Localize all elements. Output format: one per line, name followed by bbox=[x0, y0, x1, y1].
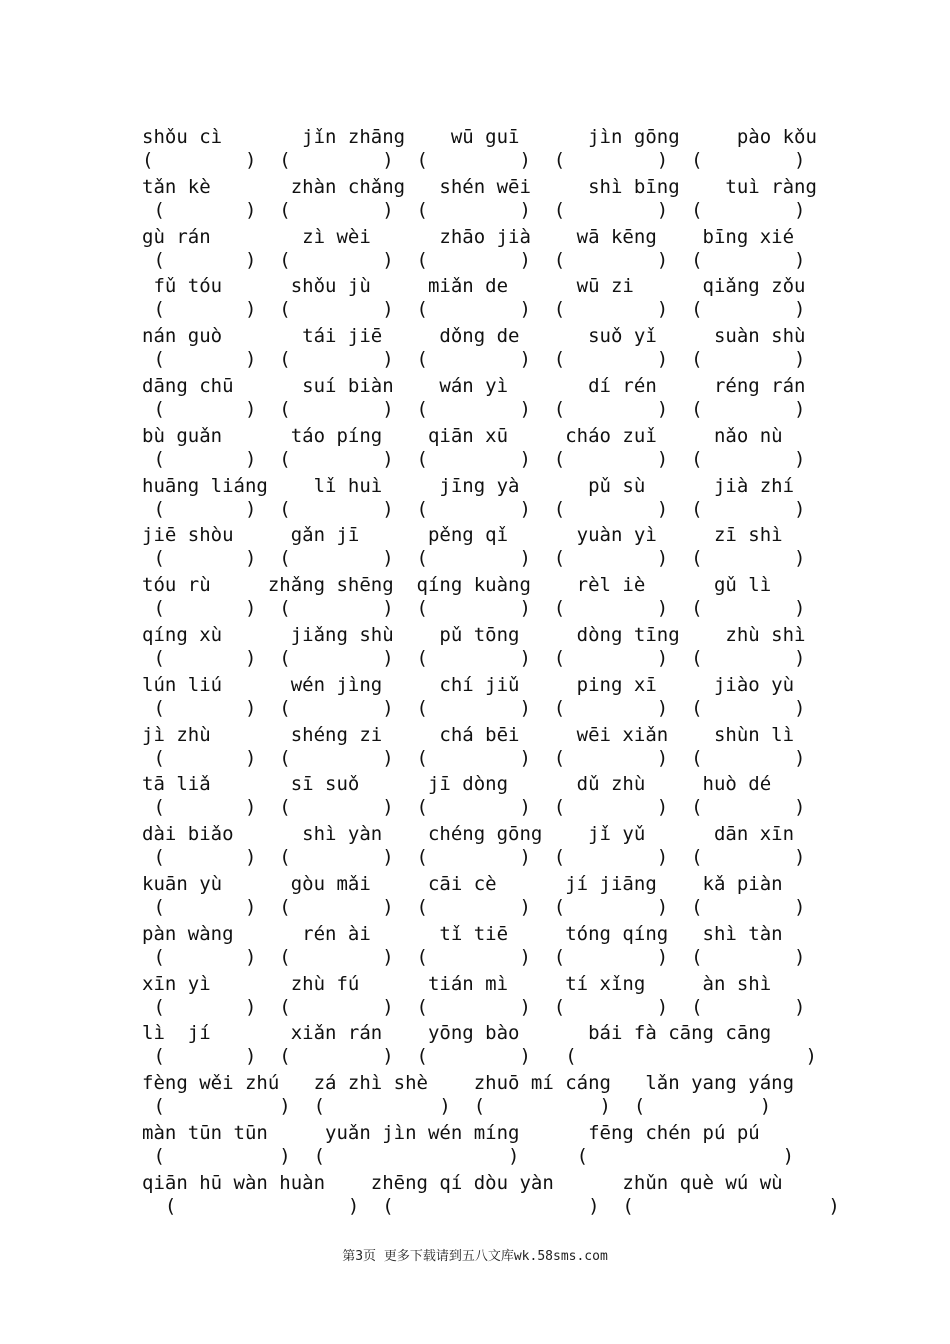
answer-brackets[interactable]: ( ) ( ) ( ) ( ) ( ) bbox=[142, 646, 806, 669]
answer-brackets[interactable]: ( ) ( ) ( ) ( ) ( ) bbox=[142, 348, 806, 371]
exercise-row bbox=[142, 820, 806, 870]
exercise-row bbox=[142, 422, 806, 472]
exercise-row bbox=[142, 621, 806, 671]
exercise-row bbox=[142, 223, 806, 273]
pinyin-line: tā liǎ sī suǒ jī dòng dǔ zhù huò dé bbox=[142, 773, 772, 796]
pinyin-line: jì zhù shéng zi chá bēi wēi xiǎn shùn lì bbox=[142, 723, 795, 746]
pinyin-line: nán guò tái jiē dǒng de suǒ yǐ suàn shù bbox=[142, 325, 806, 348]
answer-brackets[interactable]: ( ) ( ) ( ) ( ) ( ) bbox=[142, 248, 806, 271]
exercise-row bbox=[142, 1069, 795, 1119]
pinyin-line: gù rán zì wèi zhāo jià wā kēng bīng xié bbox=[142, 225, 795, 248]
exercise-row bbox=[142, 970, 806, 1020]
exercise-row bbox=[142, 571, 806, 621]
exercise-row bbox=[142, 1119, 795, 1169]
exercise-row bbox=[142, 1019, 817, 1069]
pinyin-line: qiān hū wàn huàn zhēng qí dòu yàn zhǔn què wú wù bbox=[142, 1171, 783, 1194]
pinyin-line: xīn yì zhù fú tián mì tí xǐng àn shì bbox=[142, 972, 772, 995]
pinyin-line: lún liú wén jìng chí jiǔ ping xī jiào yù bbox=[142, 673, 795, 696]
pinyin-line: tóu rù zhǎng shēng qíng kuàng rèl iè gǔ lì bbox=[142, 574, 772, 597]
exercise-row bbox=[142, 920, 806, 970]
pinyin-line: tǎn kè zhàn chǎng shén wēi shì bīng tuì ràng bbox=[142, 175, 817, 198]
answer-brackets[interactable]: ( ) ( ) ( ) ( ) ( ) bbox=[142, 846, 806, 869]
answer-brackets[interactable]: ( ) ( ) ( ) ( ) ( ) bbox=[142, 447, 806, 470]
pinyin-line: màn tūn tūn yuǎn jìn wén míng fēng chén pú pú bbox=[142, 1121, 760, 1144]
answer-brackets[interactable]: ( ) ( ) ( ) ( ) ( ) bbox=[142, 298, 806, 321]
pinyin-line: pàn wàng rén ài tǐ tiē tóng qíng shì tàn bbox=[142, 922, 783, 945]
exercise-row bbox=[142, 472, 806, 522]
pinyin-line: dài biǎo shì yàn chéng gōng jǐ yǔ dān xīn bbox=[142, 823, 795, 846]
pinyin-line: fèng wěi zhú zá zhì shè zhuō mí cáng lǎn yang yáng bbox=[142, 1072, 795, 1095]
answer-brackets[interactable]: ( ) ( ) ( ) ( ) ( ) bbox=[142, 895, 806, 918]
pinyin-line: jiē shòu gǎn jī pěng qǐ yuàn yì zī shì bbox=[142, 524, 783, 547]
exercise-row bbox=[142, 770, 806, 820]
answer-brackets[interactable]: ( ) ( ) ( ) ( ) ( ) bbox=[142, 547, 806, 570]
exercise-row bbox=[142, 870, 806, 920]
answer-brackets[interactable]: ( ) ( ) ( ) ( ) bbox=[142, 1045, 817, 1068]
answer-brackets[interactable]: ( ) ( ) ( ) ( ) ( ) bbox=[142, 796, 806, 819]
pinyin-line: bù guǎn táo píng qiān xū cháo zuǐ nǎo nù bbox=[142, 424, 783, 447]
exercise-row bbox=[142, 671, 806, 721]
exercise-row bbox=[142, 322, 806, 372]
exercise-row bbox=[142, 272, 806, 322]
exercise-row bbox=[142, 1169, 840, 1219]
answer-brackets[interactable]: ( ) ( ) ( ) ( ) ( ) bbox=[142, 746, 806, 769]
pinyin-line: shǒu cì jǐn zhāng wū guī jìn gōng pào kǒu bbox=[142, 126, 817, 148]
answer-brackets[interactable]: ( ) ( ) ( ) ( ) ( ) bbox=[142, 397, 806, 420]
exercise-row bbox=[142, 372, 806, 422]
answer-brackets[interactable]: ( ) ( ) ( ) ( ) bbox=[142, 1095, 772, 1118]
pinyin-line: kuān yù gòu mǎi cāi cè jí jiāng kǎ piàn bbox=[142, 872, 783, 895]
answer-brackets[interactable]: ( ) ( ) ( ) ( ) ( ) bbox=[142, 597, 806, 620]
exercise-row bbox=[142, 173, 817, 223]
answer-brackets[interactable]: ( ) ( ) ( ) ( ) ( ) bbox=[142, 149, 806, 171]
pinyin-line: dāng chū suí biàn wán yì dí rén réng rán bbox=[142, 374, 806, 397]
answer-brackets[interactable]: ( ) ( ) ( ) ( ) ( ) bbox=[142, 497, 806, 520]
pinyin-line: fǔ tóu shǒu jù miǎn de wū zi qiǎng zǒu bbox=[142, 275, 806, 298]
exercise-row bbox=[142, 721, 806, 771]
answer-brackets[interactable]: ( ) ( ) ( ) ( ) ( ) bbox=[142, 198, 806, 221]
pinyin-line: qíng xù jiǎng shù pǔ tōng dòng tīng zhù shì bbox=[142, 623, 806, 646]
exercise-rows bbox=[142, 123, 840, 1219]
answer-brackets[interactable]: ( ) ( ) ( ) ( ) ( ) bbox=[142, 696, 806, 719]
answer-brackets[interactable]: ( ) ( ) ( ) ( ) ( ) bbox=[142, 945, 806, 968]
page-footer: 第3页 更多下载请到五八文库wk.58sms.com bbox=[342, 1249, 608, 1264]
answer-brackets[interactable]: ( ) ( ) ( ) bbox=[142, 1144, 795, 1167]
answer-brackets[interactable]: ( ) ( ) ( ) ( ) ( ) bbox=[142, 995, 806, 1018]
pinyin-line: lì jí xiǎn rán yōng bào bái fà cāng cāng bbox=[142, 1022, 772, 1045]
answer-brackets[interactable]: ( ) ( ) ( ) bbox=[142, 1194, 840, 1217]
exercise-row bbox=[142, 123, 817, 173]
pinyin-line: huāng liáng lǐ huì jīng yà pǔ sù jià zhí bbox=[142, 474, 795, 497]
exercise-row bbox=[142, 521, 806, 571]
